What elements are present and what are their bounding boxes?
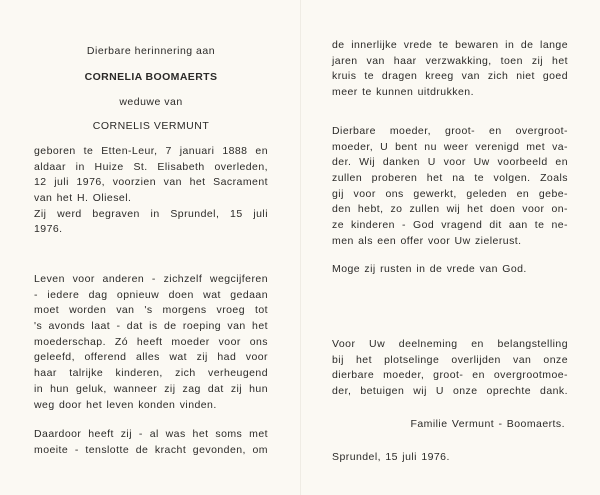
tribute-line: weg door het leven konden vinden. xyxy=(34,398,217,411)
tribute-paragraph xyxy=(34,272,268,413)
tribute-line: moet worden van 's morgens vroeg tot xyxy=(34,304,268,317)
farewell-line: ze kinderen - God vragend dit aan te ne- xyxy=(332,219,568,232)
continuation-line: de innerlijke vrede te bewaren in de lange xyxy=(332,39,568,51)
thanks-line: der, betuigen wij U onze oprechte dank. xyxy=(332,385,568,398)
left-page xyxy=(34,0,268,495)
farewell-line: gij voor ons gewerkt, geleden en gebe- xyxy=(332,187,568,200)
prayer-paragraph xyxy=(332,262,568,278)
thanks-paragraph xyxy=(332,337,568,400)
continuation-line: meer te kunnen uitdrukken. xyxy=(332,86,474,99)
continuation-line: kruis te dragen kreeg van zich niet goed xyxy=(332,70,568,83)
tribute-line: 's avonds laat - dat is de roeping van het xyxy=(34,320,268,333)
biography-line: geboren te Etten-Leur, 7 januari 1888 en xyxy=(34,145,268,157)
thanks-line: bij het plotselinge overlijden van onze xyxy=(332,353,568,366)
relation-line: weduwe van xyxy=(119,96,183,108)
thanks-line: dierbare moeder, groot- en overgrootmoe- xyxy=(332,369,568,382)
intro-line: Dierbare herinnering aan xyxy=(86,45,216,57)
continuation-line: Daardoor heeft zij - al was het soms met xyxy=(34,428,268,440)
tribute-line: - iedere dag opnieuw doen wat gedaan xyxy=(34,288,268,301)
biography-line: aldaar in Huize St. Elisabeth overleden, xyxy=(34,160,268,173)
tribute-line: Leven voor anderen - zichzelf wegcijferen xyxy=(34,273,268,285)
continuation-paragraph-end xyxy=(332,38,568,101)
farewell-line: der. Wij danken U voor Uw voorbeeld en xyxy=(332,156,568,169)
biography-line: 12 juli 1976, voorzien van het Sacrament xyxy=(34,176,268,189)
deceased-name: CORNELIA BOOMAERTS xyxy=(84,71,218,83)
continuation-line: jaren van haar verzwakking, toen zij het xyxy=(332,54,568,67)
tribute-line: moederschap. Zó heeft moeder voor ons xyxy=(34,335,268,348)
farewell-line: Dierbare moeder, groot- en overgroot- xyxy=(332,125,568,137)
continuation-paragraph-start xyxy=(34,427,268,458)
tribute-line: geleefd, offerend alles wat zij had voor xyxy=(34,351,268,364)
card-fold-line xyxy=(300,0,301,495)
continuation-line: moeite - tenslotte de kracht gevonden, om xyxy=(34,443,268,456)
family-signature: Familie Vermunt - Boomaerts. xyxy=(410,418,565,430)
farewell-line: men als een offer voor Uw zielerust. xyxy=(332,234,522,247)
biography-line: van het H. Oliesel. xyxy=(34,192,132,205)
place-date: Sprundel, 15 juli 1976. xyxy=(332,451,450,463)
tribute-line: haar talrijke kinderen, zich verheugend xyxy=(34,367,268,380)
thanks-line: Voor Uw deelneming en belangstelling xyxy=(332,338,568,350)
farewell-line: moeder, U bent nu weer verenigd met va- xyxy=(332,140,568,153)
farewell-paragraph xyxy=(332,124,568,250)
right-page xyxy=(332,0,568,495)
biography-line: Zij werd begraven in Sprundel, 15 juli xyxy=(34,207,268,220)
spouse-name: CORNELIS VERMUNT xyxy=(92,120,210,132)
tribute-line: in hun geluk, wanneer zij zag dat zij hun xyxy=(34,382,268,395)
farewell-line: zullen proberen het na te volgen. Zoals xyxy=(332,172,568,185)
farewell-line: den hebt, zo zullen wij het doen voor on- xyxy=(332,203,568,216)
biography-line: 1976. xyxy=(34,223,63,236)
biography-paragraph xyxy=(34,144,268,238)
prayer-line: Moge zij rusten in de vrede van God. xyxy=(332,263,527,275)
